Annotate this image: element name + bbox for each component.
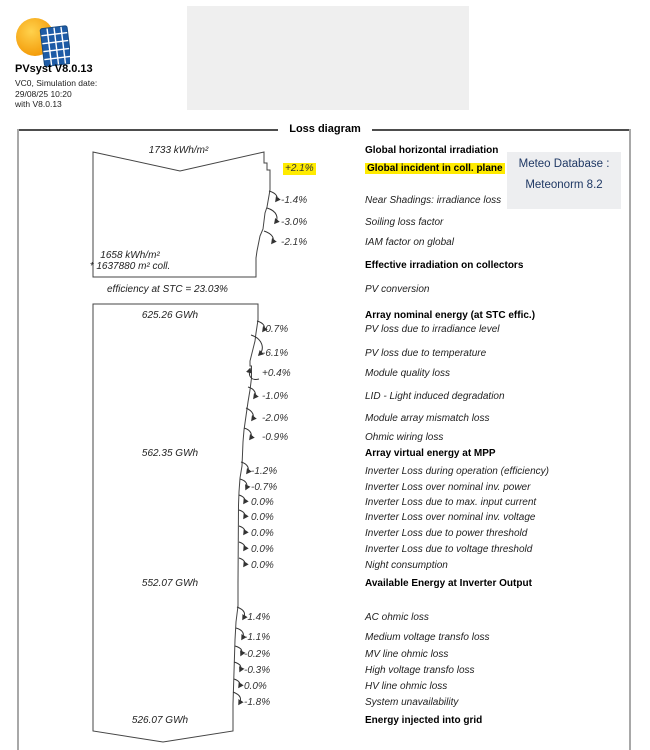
collector-area-value: * 1637880 m² coll. bbox=[89, 261, 171, 272]
inverter-output-energy-value: 552.07 GWh bbox=[141, 578, 199, 589]
label-hv-transfo: High voltage transfo loss bbox=[365, 665, 475, 676]
loss-pct-inverter-power: -0.7% bbox=[251, 482, 278, 493]
label-module-quality: Module quality loss bbox=[365, 368, 451, 379]
meta-date-line: 29/08/25 10:20 bbox=[15, 88, 72, 99]
mpp-energy-value: 562.35 GWh bbox=[141, 448, 199, 459]
label-mv-line: MV line ohmic loss bbox=[365, 649, 449, 660]
loss-pct-mv-line: -0.2% bbox=[244, 649, 271, 660]
label-global-incident-text: Global incident in coll. plane bbox=[367, 163, 503, 174]
label-inverter-efficiency: Inverter Loss during operation (efficiency) bbox=[365, 466, 549, 477]
loss-pct-voltage-threshold: 0.0% bbox=[251, 544, 274, 555]
loss-pct-transposition-gain: +2.1% bbox=[285, 163, 314, 174]
label-effective-irradiation: Effective irradiation on collectors bbox=[365, 260, 524, 271]
label-array-nominal-energy: Array nominal energy (at STC effic.) bbox=[365, 310, 536, 321]
loss-pct-unavailability: -1.8% bbox=[244, 697, 271, 708]
top-irradiation-value: 1733 kWh/m² bbox=[148, 145, 209, 156]
loss-pct-hv-transfo: -0.3% bbox=[244, 665, 271, 676]
label-iam: IAM factor on global bbox=[365, 237, 454, 248]
loss-pct-module-quality: +0.4% bbox=[262, 368, 291, 379]
loss-pct-irradiance-level: -0.7% bbox=[262, 324, 289, 335]
stc-efficiency-value: efficiency at STC = 23.03% bbox=[107, 284, 228, 295]
injected-energy-value: 526.07 GWh bbox=[131, 715, 189, 726]
energy-block-outline bbox=[93, 304, 258, 742]
label-energy-injected: Energy injected into grid bbox=[365, 715, 483, 726]
label-lid: LID - Light induced degradation bbox=[365, 391, 505, 402]
label-temperature: PV loss due to temperature bbox=[365, 348, 487, 359]
loss-pct-power-threshold: 0.0% bbox=[251, 528, 274, 539]
label-soiling: Soiling loss factor bbox=[365, 217, 444, 228]
label-mismatch: Module array mismatch loss bbox=[365, 413, 490, 424]
app-version-title: PVsyst V8.0.13 bbox=[15, 63, 93, 75]
loss-pct-night-consumption: 0.0% bbox=[251, 560, 274, 571]
loss-pct-near-shadings: -1.4% bbox=[281, 195, 308, 206]
label-power-threshold: Inverter Loss due to power threshold bbox=[365, 528, 528, 539]
label-inverter-current: Inverter Loss due to max. input current bbox=[365, 497, 537, 508]
loss-pct-inverter-voltage: 0.0% bbox=[251, 512, 274, 523]
loss-pct-ac-ohmic: -1.4% bbox=[244, 612, 271, 623]
loss-pct-ohmic-wiring: -0.9% bbox=[262, 432, 289, 443]
meteo-database-value: Meteonorm 8.2 bbox=[525, 179, 603, 191]
label-global-horizontal-irradiation: Global horizontal irradiation bbox=[365, 145, 499, 156]
label-ac-ohmic: AC ohmic loss bbox=[365, 612, 429, 623]
effective-irradiation-value: 1658 kWh/m² bbox=[100, 250, 160, 261]
section-title: Loss diagram bbox=[278, 123, 372, 135]
meta-version-line: with V8.0.13 bbox=[15, 99, 62, 109]
loss-pct-inverter-current: 0.0% bbox=[251, 497, 274, 508]
loss-pct-mv-transfo: -1.1% bbox=[244, 632, 271, 643]
label-hv-line: HV line ohmic loss bbox=[365, 681, 448, 692]
loss-pct-temperature: -6.1% bbox=[262, 348, 289, 359]
label-inverter-voltage: Inverter Loss over nominal inv. voltage bbox=[365, 512, 536, 523]
label-array-virtual-energy: Array virtual energy at MPP bbox=[365, 448, 496, 459]
label-unavailability: System unavailability bbox=[365, 697, 459, 708]
label-irradiance-level: PV loss due to irradiance level bbox=[365, 324, 500, 335]
label-ohmic-wiring: Ohmic wiring loss bbox=[365, 432, 444, 443]
meta-variant-line: VC0, Simulation date: bbox=[15, 78, 98, 88]
label-mv-transfo: Medium voltage transfo loss bbox=[365, 632, 490, 643]
label-near-shadings: Near Shadings: irradiance loss bbox=[365, 195, 502, 206]
label-inverter-power: Inverter Loss over nominal inv. power bbox=[365, 482, 531, 493]
loss-pct-inverter-efficiency: -1.2% bbox=[251, 466, 278, 477]
label-pv-conversion: PV conversion bbox=[365, 284, 430, 295]
loss-pct-hv-line: 0.0% bbox=[244, 681, 267, 692]
loss-pct-iam: -2.1% bbox=[281, 237, 308, 248]
label-voltage-threshold: Inverter Loss due to voltage threshold bbox=[365, 544, 533, 555]
loss-pct-soiling: -3.0% bbox=[281, 217, 308, 228]
label-night-consumption: Night consumption bbox=[365, 560, 448, 571]
label-available-energy: Available Energy at Inverter Output bbox=[365, 578, 532, 589]
nominal-energy-value: 625.26 GWh bbox=[141, 310, 199, 321]
loss-pct-lid: -1.0% bbox=[262, 391, 289, 402]
loss-pct-mismatch: -2.0% bbox=[262, 413, 289, 424]
label-global-incident bbox=[365, 163, 625, 175]
meteo-database-title: Meteo Database : bbox=[518, 158, 610, 170]
